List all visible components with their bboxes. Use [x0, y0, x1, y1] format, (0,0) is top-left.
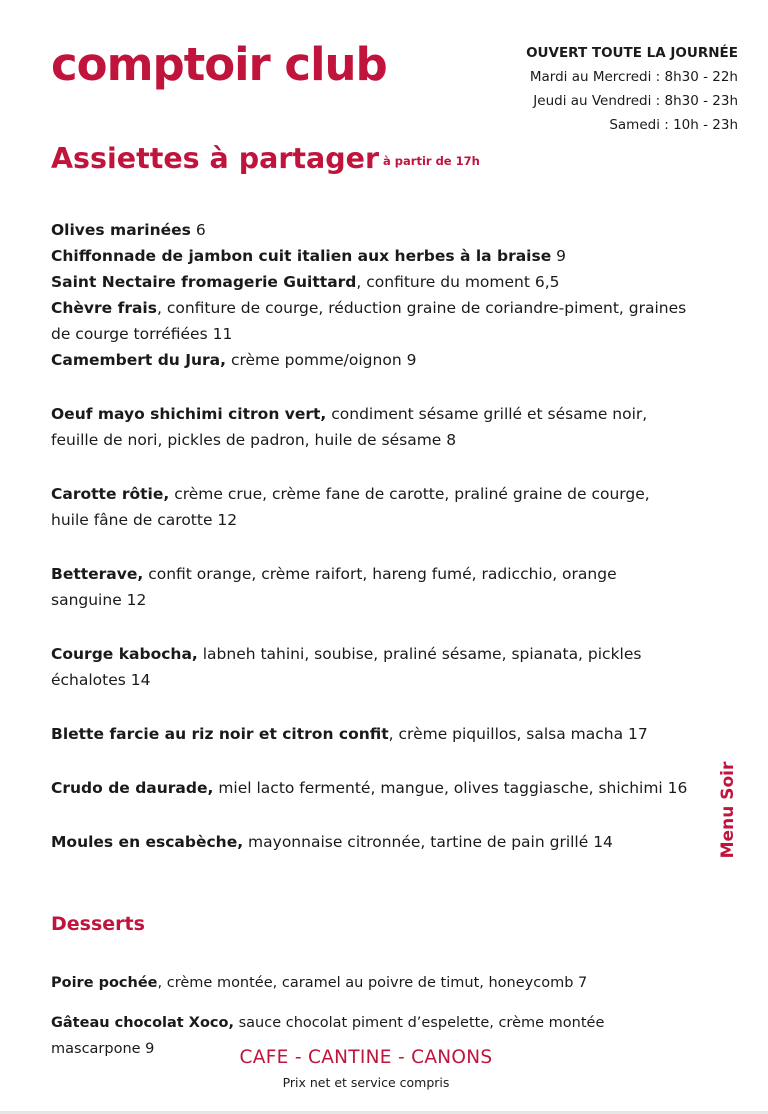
menu-item	[51, 775, 691, 801]
item-name: Saint Nectaire fromagerie Guittard	[51, 273, 357, 291]
item-name: Blette farcie au riz noir et citron confit	[51, 725, 389, 743]
menu-item	[51, 829, 691, 855]
menu-item	[51, 481, 691, 533]
footer-subtitle: Prix net et service compris	[282, 1075, 450, 1090]
item-desc: crème crue, crème fane de carotte, praliné graine de courge, huile fâne de carotte 12	[51, 485, 650, 529]
item-desc: 6	[190, 221, 206, 239]
item-name: Chiffonnade de jambon cuit italien aux herbes à la braise	[51, 247, 552, 265]
item-name: Carotte rôtie,	[51, 485, 170, 503]
menu-item	[51, 295, 691, 347]
item-name: Camembert du Jura,	[51, 351, 227, 369]
item-desc: , confiture du moment 6,5	[356, 273, 560, 291]
item-name: Gâteau chocolat Xoco,	[51, 1015, 234, 1031]
brand-title: comptoir club	[51, 38, 387, 91]
menu-item	[51, 347, 691, 373]
item-name: Moules en escabèche,	[51, 833, 244, 851]
menu-item	[51, 217, 691, 243]
menu-item	[51, 561, 691, 613]
item-name: Olives marinées	[51, 221, 191, 239]
menu-list	[51, 217, 691, 855]
menu-item	[51, 269, 691, 295]
menu-item	[51, 243, 691, 269]
hours-line: Mardi au Mercredi : 8h30 - 22h	[529, 69, 738, 85]
item-desc: sauce chocolat piment d’espelette, crème montée mascarpone 9	[51, 1015, 605, 1057]
item-desc: mayonnaise citronnée, tartine de pain grillé 14	[243, 833, 613, 851]
item-desc: miel lacto fermenté, mangue, olives taggiasche, shichimi 16	[213, 779, 688, 797]
footer-title: CAFE - CANTINE - CANONS	[239, 1047, 493, 1068]
section-title-text: Assiettes à partager	[51, 142, 380, 175]
hours-line: Jeudi au Vendredi : 8h30 - 23h	[533, 93, 738, 109]
item-desc: labneh tahini, soubise, praliné sésame, spianata, pickles échalotes 14	[51, 645, 642, 689]
menu-item	[51, 641, 691, 693]
item-name: Betterave,	[51, 565, 144, 583]
dessert-item	[51, 970, 691, 996]
hours-title: OUVERT TOUTE LA JOURNÉE	[526, 45, 738, 61]
item-desc: crème pomme/oignon 9	[226, 351, 417, 369]
item-name: Chèvre frais	[51, 299, 157, 317]
item-name: Oeuf mayo shichimi citron vert,	[51, 405, 327, 423]
opening-hours	[526, 41, 738, 137]
item-name: Crudo de daurade,	[51, 779, 214, 797]
hours-line: Samedi : 10h - 23h	[609, 117, 738, 133]
item-desc: , crème piquillos, salsa macha 17	[388, 725, 648, 743]
menu-soir-label: Menu Soir	[718, 761, 738, 859]
desserts-title: Desserts	[51, 913, 145, 935]
menu-item	[51, 721, 691, 747]
item-desc: condiment sésame grillé et sésame noir, feuille de nori, pickles de padron, huile de sésame 8	[51, 405, 648, 449]
item-desc: 9	[551, 247, 567, 265]
item-name: Courge kabocha,	[51, 645, 198, 663]
item-desc: confit orange, crème raifort, hareng fumé, radicchio, orange sanguine 12	[51, 565, 617, 609]
section-subtitle: à partir de 17h	[383, 154, 480, 168]
item-name: Poire pochée	[51, 975, 158, 991]
menu-item	[51, 401, 691, 453]
item-desc: , crème montée, caramel au poivre de timut, honeycomb 7	[157, 975, 588, 991]
item-desc: , confiture de courge, réduction graine de coriandre-piment, graines de courge torréfiées 11	[51, 299, 687, 343]
section-title	[51, 142, 480, 175]
